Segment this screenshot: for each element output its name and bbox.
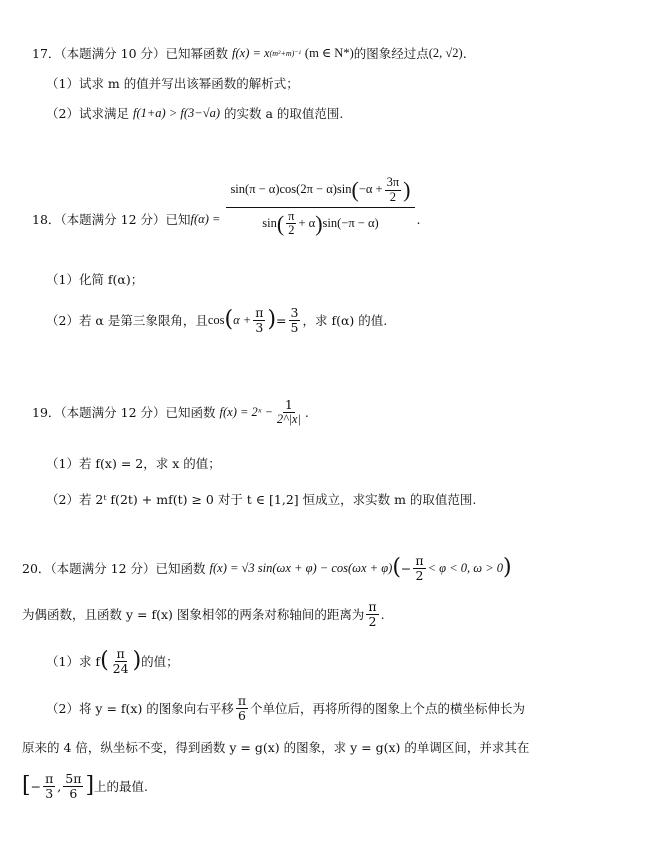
q18-p2-cos: cos	[207, 312, 225, 327]
q20-p1-d: 24	[112, 660, 129, 676]
q20-p2-d: 6	[237, 707, 246, 723]
q19-func: f(x) = 2ˣ −	[219, 404, 273, 419]
q18-p2-inner: α +	[233, 312, 252, 327]
q19-frac-n: 1	[284, 397, 293, 412]
q18-lhs: f(α) =	[190, 211, 221, 226]
q20-iv-d2: 6	[69, 785, 78, 801]
q18-num-b: −α +	[358, 182, 383, 197]
q20-line: 20．（本题满分 12 分）已知函数 f(x) = √3 sin(ωx + φ) − cos(ωx + φ) ( − $\frac{\pi}{2}$ < φ < 0, ω > 0 )	[22, 553, 512, 583]
q17-p2-pre: （2）试求满足	[46, 106, 129, 121]
q18-numerator: sin(π − α)cos(2π − α)sin ( −α + $\frac{3\pi}{2}$ )	[226, 176, 414, 208]
q20-header: 20．（本题满分 12 分）已知函数	[22, 561, 206, 577]
q19-p1-text: （1）若 f(x) = 2，求 x 的值；	[46, 456, 221, 471]
q20-iv-d1: 3	[45, 785, 54, 801]
q20-l2-pre: 为偶函数，且函数 y = f(x) 图象相邻的两条对称轴间的距离为	[22, 607, 365, 623]
q19-header: 19．（本题满分 12 分）已知函数	[32, 405, 216, 421]
q19-end: .	[304, 404, 309, 420]
q17-header: 17．（本题满分 10 分）已知幂函数	[32, 46, 229, 61]
q20-cond-d: 2	[415, 567, 424, 583]
q20-p2-post: 个单位后，再将所得的图象上个点的横坐标伸长为	[250, 701, 526, 717]
q20-p2-n: π	[237, 693, 247, 708]
q18-part1	[46, 270, 143, 288]
q17-p2-expr: f(1+a) > f(3−√a)	[132, 105, 220, 120]
q17-part2	[46, 104, 343, 122]
q20-p1-n: π	[116, 646, 125, 661]
q18-p2-pre: （2）若 α 是第三象限角，且	[46, 313, 208, 329]
q18-p2-post: ，求 f(α) 的值.	[302, 313, 388, 329]
q18-header: 18．（本题满分 12 分）已知	[32, 212, 191, 227]
q20-l2-d: 2	[368, 613, 377, 629]
q19-line	[32, 398, 309, 427]
q18-num-frac-d: 2	[389, 189, 397, 204]
q20-part2	[46, 694, 525, 723]
q18-den-frac-n: π	[288, 208, 295, 223]
q20-l2-n: π	[368, 599, 377, 614]
q17-part1	[46, 74, 299, 92]
q20-func: f(x) = √3 sin(ωx + φ) − cos(ωx + φ)	[209, 560, 393, 575]
q20-p1-pre: （1）求 f	[46, 654, 101, 670]
q20-cond-a: −	[400, 560, 412, 576]
q20-iv-n1: π	[45, 771, 54, 786]
q20-cond-n: π	[415, 553, 424, 568]
q19-frac-d: 2^|x|	[276, 411, 301, 426]
q20-iv-n2: 5π	[65, 771, 82, 786]
q18-p2-val-n: 3	[290, 305, 299, 320]
q18-num-a: sin(π − α)cos(2π − α)sin	[230, 182, 352, 197]
q20-line2	[22, 600, 385, 629]
q18-num-frac-n: 3π	[386, 175, 400, 189]
q17-line	[32, 44, 467, 62]
q20-p2-pre: （2）将 y = f(x) 的图象向右平移	[46, 701, 234, 717]
q20-line5	[22, 738, 529, 756]
q18-part2: （2）若 α 是第三象限角，且 cos ( α + $\frac{\pi}{3}$ ) = $\frac{3}{5}$ ，求 f(α) 的值.	[46, 305, 388, 335]
q18-den-a: sin	[262, 215, 277, 230]
q18-p2-in-n: π	[255, 305, 264, 320]
q20-iv-post: 上的最值.	[94, 779, 149, 795]
q19-p2-text: （2）若 2ᵗ f(2t) + mf(t) ≥ 0 对于 t ∈ [1,2] 恒成立，求实数 m 的取值范围.	[46, 492, 477, 507]
q18-denominator: sin ( $\frac{\pi}{2}$ + α ) sin(−π − α)	[262, 208, 379, 238]
q18-p1-text: （1）化简 f(α)；	[46, 272, 144, 287]
q20-part1: （1）求 f ( $\frac{\pi}{24}$ ) 的值；	[46, 646, 179, 676]
q20-l5-text: 原来的 4 倍，纵坐标不变，得到函数 y = g(x) 的图象，求 y = g(x) 的单调区间，并求其在	[22, 740, 530, 755]
q18-p2-eq: =	[276, 312, 287, 328]
q19-part1	[46, 454, 221, 472]
q20-iv-comma: ,	[57, 778, 62, 794]
q17-p2-post: 的实数 a 的取值范围.	[223, 106, 344, 121]
q17-p1-text: （1）试求 m 的值并写出该幂函数的解析式；	[46, 76, 299, 91]
q17-func: f(x) = x	[232, 45, 270, 60]
q17-passes: 的图象经过点	[353, 46, 429, 61]
q18-den-frac-d: 2	[288, 223, 295, 238]
q18-p2-val-d: 5	[290, 319, 299, 335]
q20-l2-end: .	[380, 606, 385, 622]
q18-end: .	[416, 211, 421, 227]
q19-part2	[46, 490, 476, 508]
q20-iv-a: −	[30, 778, 42, 794]
q20-interval-line: [ − $\frac{\pi}{3}$ , $\frac{5\pi}{6}$ ] 上的最值.	[22, 771, 149, 801]
q17-exponent: (m²+m)⁻¹	[269, 48, 301, 58]
q17-end: .	[462, 45, 467, 61]
q18-line	[32, 176, 420, 238]
q20-p1-post: 的值；	[141, 654, 179, 670]
q18-p2-in-d: 3	[255, 319, 264, 335]
q18-den-b: + α	[298, 215, 316, 230]
q20-cond-b: < φ < 0, ω > 0	[427, 560, 504, 575]
q18-den-c: sin(−π − α)	[322, 215, 379, 230]
q17-point: (2, √2)	[428, 45, 463, 60]
q18-main-fraction	[226, 176, 414, 238]
q17-domain: (m ∈ N*)	[304, 46, 354, 60]
